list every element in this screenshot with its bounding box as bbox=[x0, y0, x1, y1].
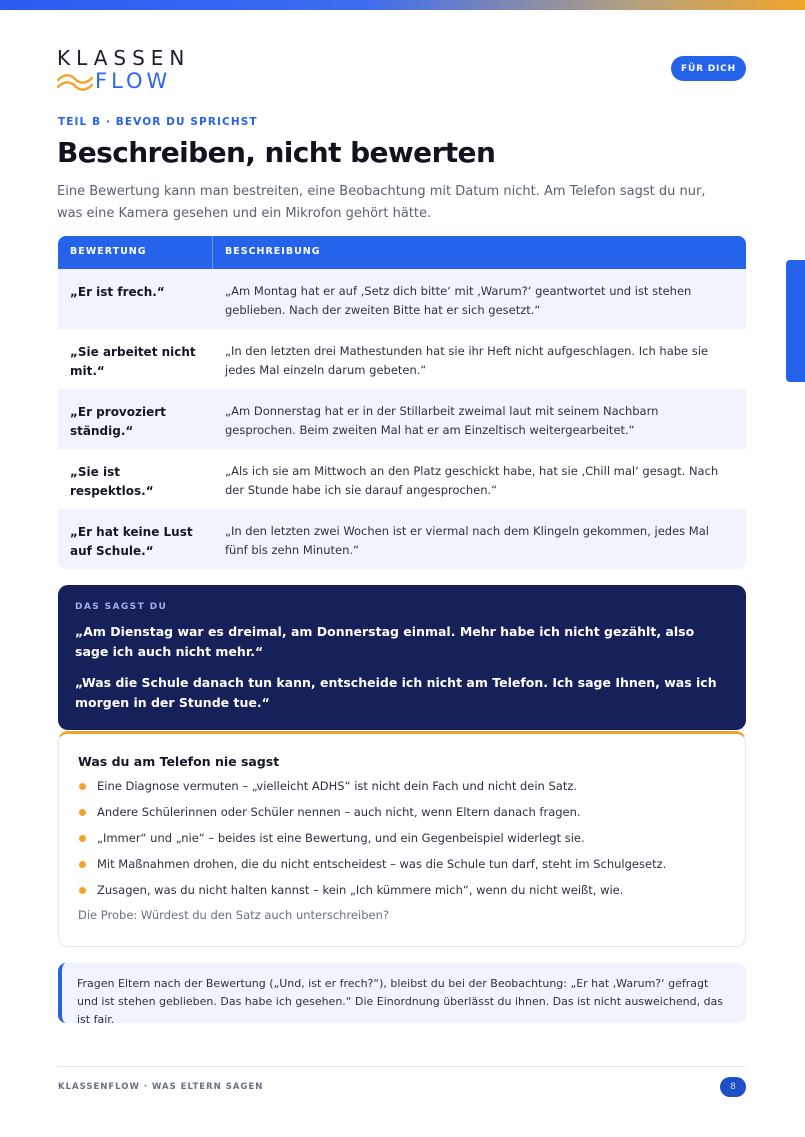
never-say-box bbox=[58, 731, 746, 947]
never-say-list bbox=[78, 776, 727, 906]
wave-icon bbox=[57, 72, 93, 94]
bewertung-cell: „Sie arbeitet nicht mit.“ bbox=[70, 345, 196, 378]
list-item bbox=[78, 802, 727, 828]
logo-wordmark-top: KLASSEN bbox=[57, 46, 191, 70]
klassenflow-logo bbox=[57, 46, 197, 96]
bewertung-cell: „Er ist frech.“ bbox=[70, 285, 165, 299]
top-gradient-bar bbox=[0, 0, 805, 10]
beschreibung-cell: „In den letzten zwei Wochen ist er viermal nach dem Klingeln gekommen, jedes Mal fünf bis zehn Minuten.“ bbox=[225, 524, 709, 557]
column-header-bewertung: BEWERTUNG bbox=[58, 236, 213, 269]
beschreibung-cell: „Am Donnerstag hat er in der Stillarbeit zweimal laut mit seinem Nachbarn gesprochen. Beim zweiten Mal hat er am Einzeltisch weitergearbeitet.“ bbox=[225, 404, 659, 437]
logo-wordmark-flow: FLOW bbox=[95, 69, 172, 93]
column-header-beschreibung: BESCHREIBUNG bbox=[225, 246, 321, 257]
parent-question-callout: Fragen Eltern nach der Bewertung („Und, ist er frech?“), bleibst du bei der Beobachtung: „Er hat ‚Warum?‘ gefragt und ist stehen geblieben. Das habe ich gesehen.“ Die Einordnung überlässt du ihnen. Das ist nicht ausweichend, das ist fair. bbox=[58, 963, 746, 1023]
list-item bbox=[78, 776, 727, 802]
section-eyebrow: TEIL B · BEVOR DU SPRICHST bbox=[58, 116, 258, 128]
beschreibung-cell: „In den letzten drei Mathestunden hat sie ihr Heft nicht aufgeschlagen. Ich habe sie jedes Mal einzeln darum gebeten.“ bbox=[225, 344, 709, 377]
page-title: Beschreiben, nicht bewerten bbox=[57, 136, 496, 169]
table-row bbox=[58, 269, 746, 329]
bullet-dot-icon bbox=[79, 887, 86, 894]
table-row bbox=[58, 509, 746, 569]
table-row bbox=[58, 329, 746, 389]
example-quote: „Am Dienstag war es dreimal, am Donnerstag einmal. Mehr habe ich nicht gezählt, also sage ich auch nicht mehr.“ bbox=[75, 624, 695, 659]
comparison-table bbox=[58, 236, 746, 569]
list-item-text: Mit Maßnahmen drohen, die du nicht entscheidest – was die Schule tun darf, steht im Schulgesetz. bbox=[97, 857, 667, 871]
das-sagst-du-box bbox=[58, 585, 746, 730]
footer-label: KLASSENFLOW · WAS ELTERN SAGEN bbox=[58, 1082, 264, 1092]
bullet-dot-icon bbox=[79, 809, 86, 816]
fuer-dich-badge: FÜR DICH bbox=[671, 56, 746, 81]
table-row bbox=[58, 389, 746, 449]
list-item bbox=[78, 828, 727, 854]
bullet-dot-icon bbox=[79, 861, 86, 868]
bullet-dot-icon bbox=[79, 783, 86, 790]
bewertung-cell: „Er provoziert ständig.“ bbox=[70, 405, 166, 438]
page-number: 8 bbox=[720, 1077, 746, 1097]
beschreibung-cell: „Als ich sie am Mittwoch an den Platz geschickt habe, hat sie ‚Chill mal‘ gesagt. Nach der Stunde habe ich sie darauf angesprochen.“ bbox=[225, 464, 719, 497]
list-item bbox=[78, 854, 727, 880]
list-item bbox=[78, 880, 727, 906]
logo-wordmark-bottom-row bbox=[57, 69, 197, 95]
example-quote: „Was die Schule danach tun kann, entscheide ich nicht am Telefon. Ich sage Ihnen, was ich morgen in der Stunde tue.“ bbox=[75, 675, 717, 710]
table-header bbox=[58, 236, 746, 269]
beschreibung-cell: „Am Montag hat er auf ‚Setz dich bitte‘ mit ‚Warum?‘ geantwortet und ist stehen geblieben. Nach der zweiten Bitte hat er sich gesetzt.“ bbox=[225, 284, 692, 317]
footer-divider bbox=[58, 1066, 746, 1067]
table-row bbox=[58, 449, 746, 509]
bullet-dot-icon bbox=[79, 835, 86, 842]
side-tab-marker bbox=[786, 260, 805, 382]
list-item-text: Zusagen, was du nicht halten kannst – kein „Ich kümmere mich“, wenn du nicht weißt, wie. bbox=[97, 883, 624, 897]
never-say-title: Was du am Telefon nie sagst bbox=[78, 754, 280, 769]
list-item-text: Eine Diagnose vermuten – „vielleicht ADHS“ ist nicht dein Fach und nicht dein Satz. bbox=[97, 779, 578, 793]
das-sagst-du-label: DAS SAGST DU bbox=[75, 602, 168, 612]
list-item-text: Andere Schülerinnen oder Schüler nennen – auch nicht, wenn Eltern danach fragen. bbox=[97, 805, 581, 819]
bewertung-cell: „Sie ist respektlos.“ bbox=[70, 465, 154, 498]
probe-note: Die Probe: Würdest du den Satz auch unterschreiben? bbox=[78, 908, 389, 922]
list-item-text: „Immer“ und „nie“ – beides ist eine Bewertung, und ein Gegenbeispiel widerlegt sie. bbox=[97, 831, 585, 845]
lead-paragraph: Eine Bewertung kann man bestreiten, eine Beobachtung mit Datum nicht. Am Telefon sagst du nur, was eine Kamera gesehen und ein Mikrofon gehört hätte. bbox=[57, 184, 706, 221]
bewertung-cell: „Er hat keine Lust auf Schule.“ bbox=[70, 525, 193, 558]
